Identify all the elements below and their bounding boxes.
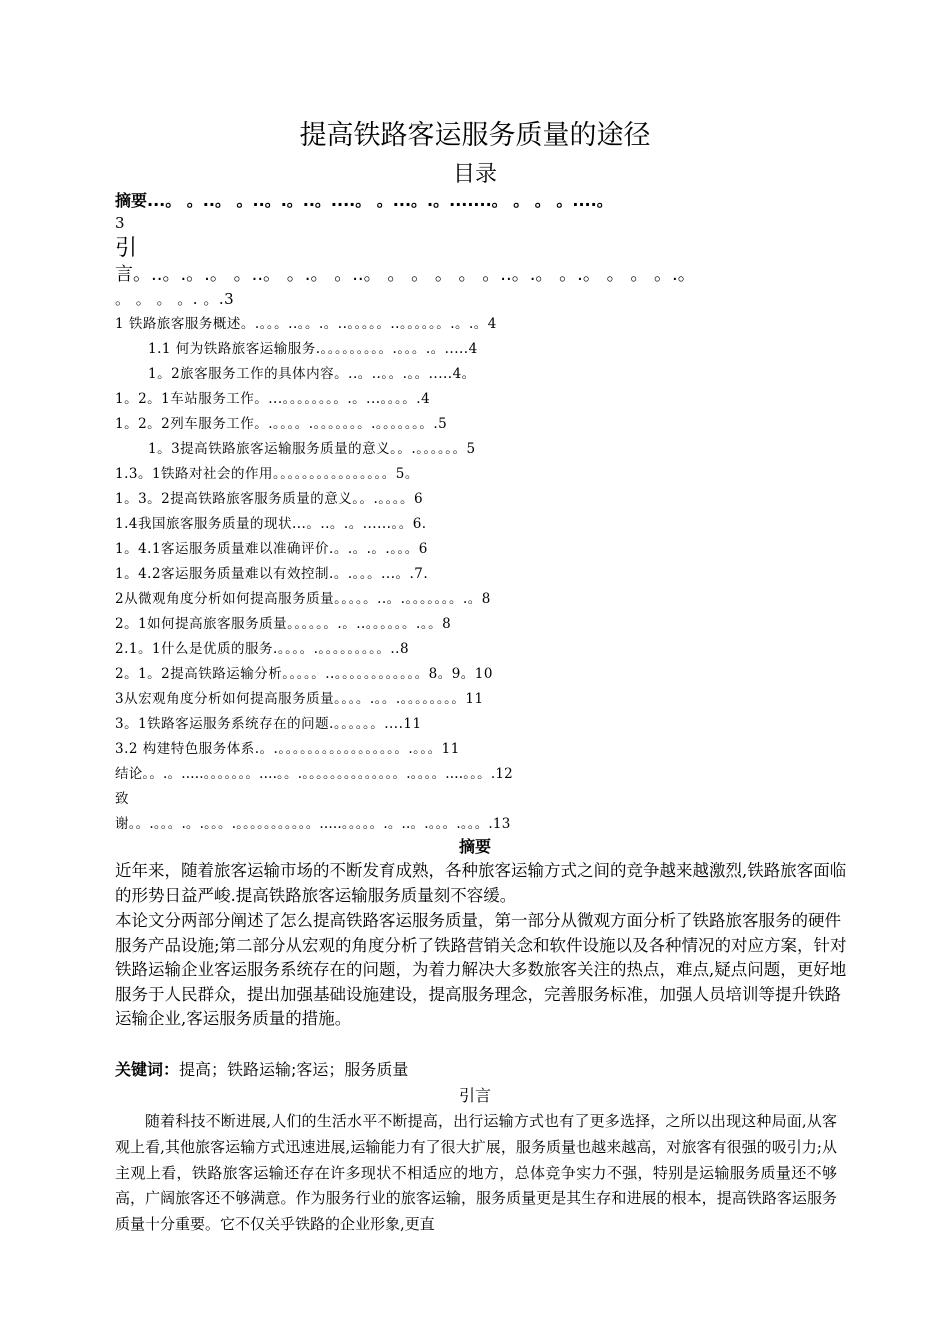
- toc-entry[interactable]: 1.3。1铁路对社会的作用。。。。。。。。。。。。。。。。5。: [115, 466, 419, 482]
- abstract-paragraph-1: 近年来，随着旅客运输市场的不断发育成熟，各种旅客运输方式之间的竞争越来越激烈,铁路旅客面临的形势日益严峻.提高铁路旅客运输服务质量刻不容缓。: [115, 861, 847, 905]
- toc-entry[interactable]: 1。2。2列车服务工作。.。。。。.。。。。。。。.。。。。。。。.5: [115, 416, 448, 432]
- toc-entry[interactable]: 致: [115, 791, 129, 807]
- toc-intro-char: 引: [115, 236, 138, 261]
- toc-entry[interactable]: 3从宏观角度分析如何提高服务质量。。。。.。。.。。。。。。。。11: [115, 691, 484, 707]
- toc-entry[interactable]: 1。3。2提高铁路旅客服务质量的意义。。.。。。。6: [115, 491, 424, 507]
- toc-entry[interactable]: 1 铁路旅客服务概述。.。。。..。。.。..。。。。。..。。。。。。.。.。4: [115, 316, 497, 332]
- toc-entry[interactable]: 1。3提高铁路旅客运输服务质量的意义。。.。。。。。。5: [148, 441, 476, 457]
- toc-entry[interactable]: 结论。。.。.....。。。。。。。....。。.。。。。。。。。。。。。。。.。。。。....。。。.12: [115, 766, 513, 782]
- toc-entry[interactable]: 2从微观角度分析如何提高服务质量。。。。。..。.。。。。。。。.。8: [115, 591, 491, 607]
- toc-entry[interactable]: 1。4.1客运服务质量难以准确评价.。.。.。.。。。6: [115, 541, 428, 557]
- document-title: 提高铁路客运服务质量的途径: [299, 120, 651, 151]
- toc-entry[interactable]: 1。4.2客运服务质量难以有效控制.。.。。。...。.7.: [115, 566, 429, 582]
- abstract-heading: 摘要: [458, 837, 491, 856]
- introduction-paragraph: 随着科技不断进展,人们的生活水平不断提高，出行运输方式也有了更多选择，之所以出现这种局面,从客观上看,其他旅客运输方式迅速进展,运输能力有了很大扩展，服务质量也越来越高，对旅客有很强的吸引力;从主观上看，铁路旅客运输还存在许多现状不相适应的地方，总体竞争实力不强，特别是运输服务质量还不够高，广阔旅客还不够满意。作为服务行业的旅客运输，服务质量更是其生存和进展的根本，提高铁路客运服务质量十分重要。它不仅关乎铁路的企业形象,更直: [115, 1112, 837, 1234]
- toc-heading: 目录: [452, 162, 497, 187]
- keywords-line: [115, 1058, 408, 1082]
- toc-entry[interactable]: 1.4我国旅客服务质量的现状...。..。.。......。。6.: [115, 516, 427, 532]
- toc-entry[interactable]: 2.1。1什么是优质的服务.。。。。.。。。。。。。。。..8: [115, 641, 410, 657]
- toc-entry[interactable]: 1。2。1车站服务工作。...。。。。。。。。.。...。。。。.4: [115, 391, 431, 407]
- toc-entry[interactable]: 2。1。2提高铁路运输分析。。。。。..。。。。。。。。。。。。8。9。10: [115, 666, 493, 682]
- toc-intro-line[interactable]: 言。..。.。.。 。..。 。.。 。..。 。 。 。 。 。..。.。 。.。 。 。 。.。: [115, 264, 696, 285]
- toc-abstract-page: 3: [115, 214, 126, 232]
- toc-entry[interactable]: 谢。。.。。。.。.。。。.。。。。。。。。。。。.....。。。。。.。..。.。。。.。。。.13: [115, 816, 511, 832]
- toc-entry[interactable]: 2。1如何提高旅客服务质量。。。。。。.。..。。。。。。.。。8: [115, 616, 452, 632]
- introduction-heading: 引言: [458, 1086, 491, 1105]
- keywords-text: 提高；铁路运输;客运；服务质量: [179, 1060, 409, 1079]
- keywords-label: 关键词：: [115, 1060, 180, 1079]
- toc-abstract-line[interactable]: 摘要...。 。..。 。..。.。..。....。 。...。.。.......。 。 。 。....。: [115, 191, 613, 210]
- toc-entry[interactable]: 3。1铁路客运服务系统存在的问题.。。。。。。....11: [115, 716, 422, 732]
- abstract-paragraph-2: 本论文分两部分阐述了怎么提高铁路客运服务质量，第一部分从微观方面分析了铁路旅客服务的硬件服务产品设施;第二部分从宏观的角度分析了铁路营销关念和软件设施以及各种情况的对应方案，针对铁路运输企业客运服务系统存在的问题，为着力解决大多数旅客关注的热点，难点,疑点问题，更好地服务于人民群众，提出加强基础设施建设，提高服务理念，完善服务标准，加强人员培训等提升铁路运输企业,客运服务质量的措施。: [115, 911, 847, 1028]
- toc-intro-line2: 。 。 。 。. 。.3: [115, 290, 235, 308]
- toc-entry[interactable]: 1。2旅客服务工作的具体内容。..。..。。.。。.....4。: [148, 366, 476, 382]
- toc-entry[interactable]: 1.1 何为铁路旅客运输服务.。。。。。。。。。.。。。.。.....4: [148, 341, 478, 357]
- toc-entry[interactable]: 3.2 构建特色服务体系.。.。。。。。。。。。。。。。。。。。.。。。11: [115, 741, 460, 757]
